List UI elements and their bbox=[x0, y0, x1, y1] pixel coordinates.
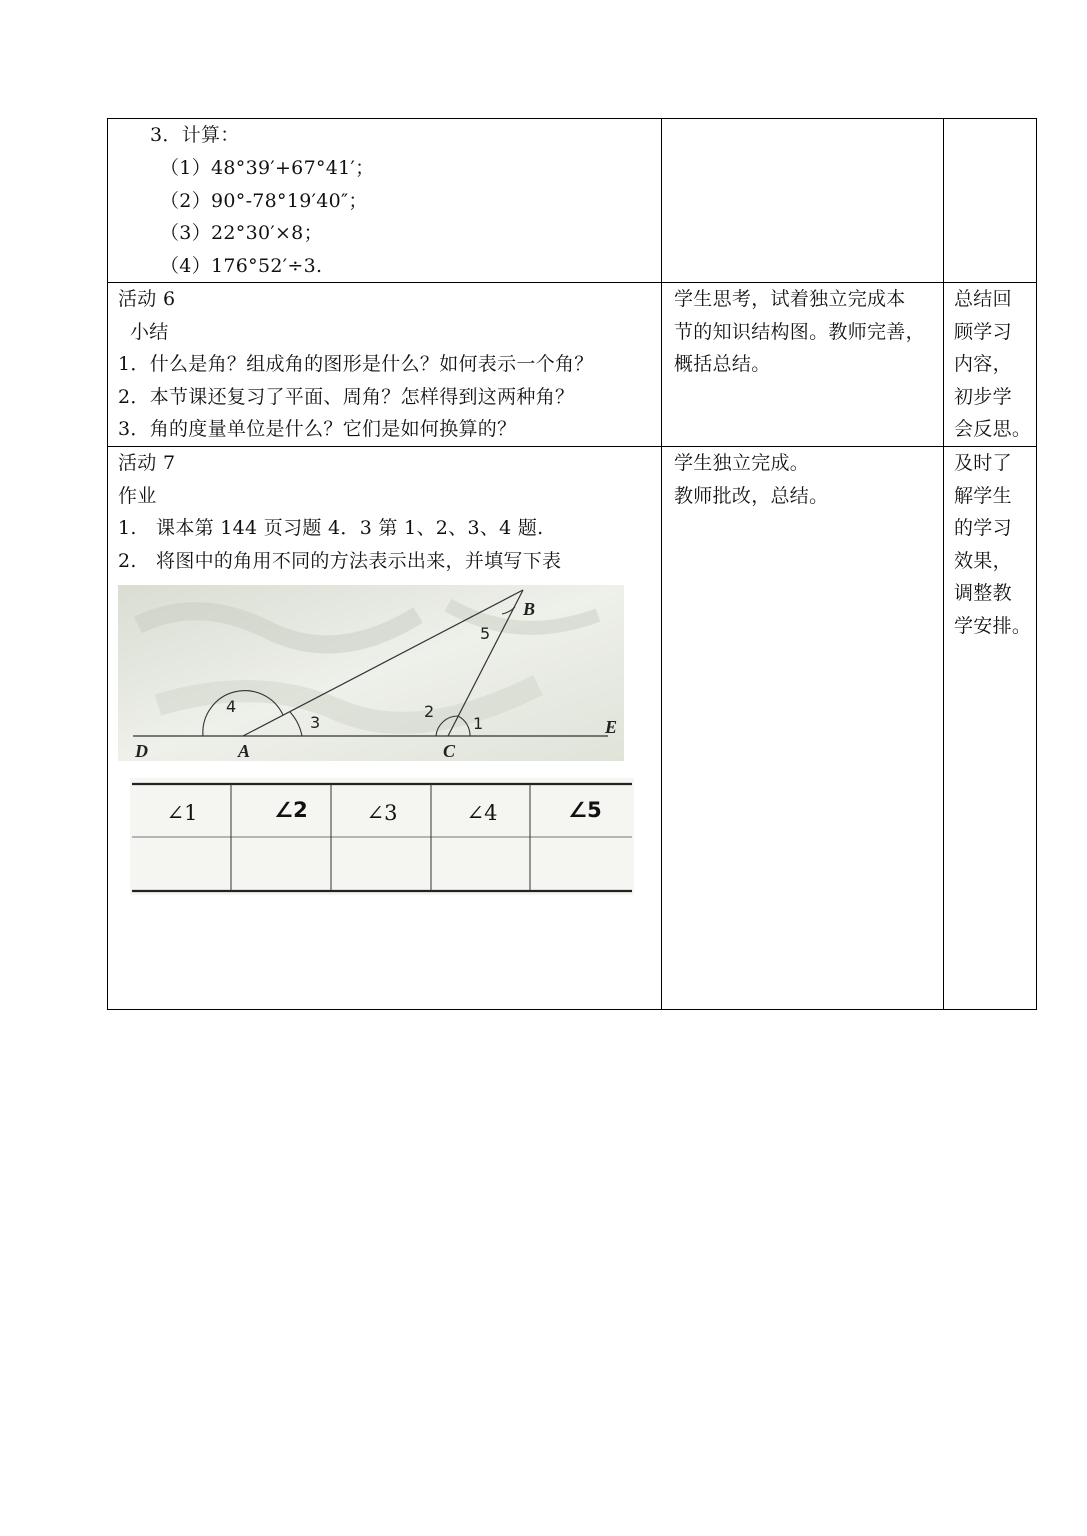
intent-line: 解学生 bbox=[954, 484, 1012, 507]
column-divider bbox=[661, 119, 662, 1009]
activity7-subtitle: 作业 bbox=[118, 484, 157, 507]
angle-label-1: 1 bbox=[473, 714, 484, 733]
answer-header-5: ∠5 bbox=[568, 798, 602, 822]
activity7-item: 1. 课本第 144 页习题 4．3 第 1、2、3、4 题. bbox=[118, 517, 544, 539]
intent-line: 效果， bbox=[954, 549, 1012, 572]
point-label-c: C bbox=[443, 741, 456, 761]
activity6-title: 活动 6 bbox=[118, 288, 176, 310]
activity6-item: 2．本节课还复习了平面、周角？怎样得到这两种角？ bbox=[118, 385, 575, 408]
student-line: 学生独立完成。 bbox=[674, 452, 810, 474]
activity7-intent bbox=[954, 447, 1031, 642]
angle-label-2: 2 bbox=[424, 702, 435, 721]
student-line: 节的知识结构图。教师完善， bbox=[674, 320, 925, 343]
angle-figure-svg bbox=[118, 585, 624, 761]
point-label-a: A bbox=[238, 741, 251, 761]
intent-line: 初步学 bbox=[954, 385, 1012, 408]
intent-line: 内容， bbox=[954, 353, 1012, 375]
answer-header-2: ∠2 bbox=[274, 798, 308, 822]
point-label-b: B bbox=[523, 599, 536, 619]
activity6-item: 1．什么是角？组成角的图形是什么？如何表示一个角？ bbox=[118, 353, 594, 375]
point-label-d: D bbox=[135, 741, 148, 761]
student-line: 教师批改，总结。 bbox=[674, 484, 829, 507]
activity7-title: 活动 7 bbox=[118, 452, 176, 474]
student-line: 概括总结。 bbox=[674, 353, 771, 375]
angle-label-3: 3 bbox=[310, 713, 321, 732]
intent-line: 调整教 bbox=[954, 582, 1012, 604]
intent-line: 总结回 bbox=[954, 288, 1012, 310]
activity7-item: 2. 将图中的角用不同的方法表示出来，并填写下表 bbox=[118, 549, 562, 572]
student-line: 学生思考，试着独立完成本 bbox=[674, 288, 906, 310]
activity6-subtitle: 小结 bbox=[130, 320, 169, 343]
column-divider bbox=[943, 119, 944, 1009]
answer-header-1: ∠1 bbox=[166, 801, 198, 825]
activity6-student bbox=[674, 283, 925, 381]
calc-list bbox=[160, 152, 374, 282]
activity7-student bbox=[674, 447, 828, 512]
calc-item: （2）90°-78°19′40″； bbox=[160, 189, 368, 212]
activity7-block bbox=[118, 447, 561, 577]
activity6-intent bbox=[954, 283, 1031, 446]
intent-line: 会反思。 bbox=[954, 418, 1032, 440]
calc-item: （4）176°52′÷3. bbox=[160, 254, 323, 277]
intent-line: 的学习 bbox=[954, 517, 1012, 539]
answer-header-3: ∠3 bbox=[366, 801, 398, 825]
intent-line: 及时了 bbox=[954, 452, 1012, 474]
point-label-e: E bbox=[605, 717, 618, 737]
activity6-block bbox=[118, 283, 594, 446]
activity6-item: 3．角的度量单位是什么？它们是如何换算的？ bbox=[118, 418, 517, 440]
answer-header-4: ∠4 bbox=[466, 801, 498, 825]
calc-item: （1）48°39′+67°41′； bbox=[160, 157, 375, 179]
angle-figure bbox=[118, 585, 624, 761]
angle-label-4: 4 bbox=[226, 697, 237, 716]
angle-label-5: 5 bbox=[480, 624, 491, 643]
calc-item: （3）22°30′×8； bbox=[160, 222, 323, 244]
answer-table-svg bbox=[130, 778, 634, 895]
intent-line: 学安排。 bbox=[954, 614, 1032, 637]
intent-line: 顾学习 bbox=[954, 320, 1012, 343]
section3-title: 3．计算： bbox=[150, 124, 240, 146]
answer-table bbox=[130, 778, 634, 895]
